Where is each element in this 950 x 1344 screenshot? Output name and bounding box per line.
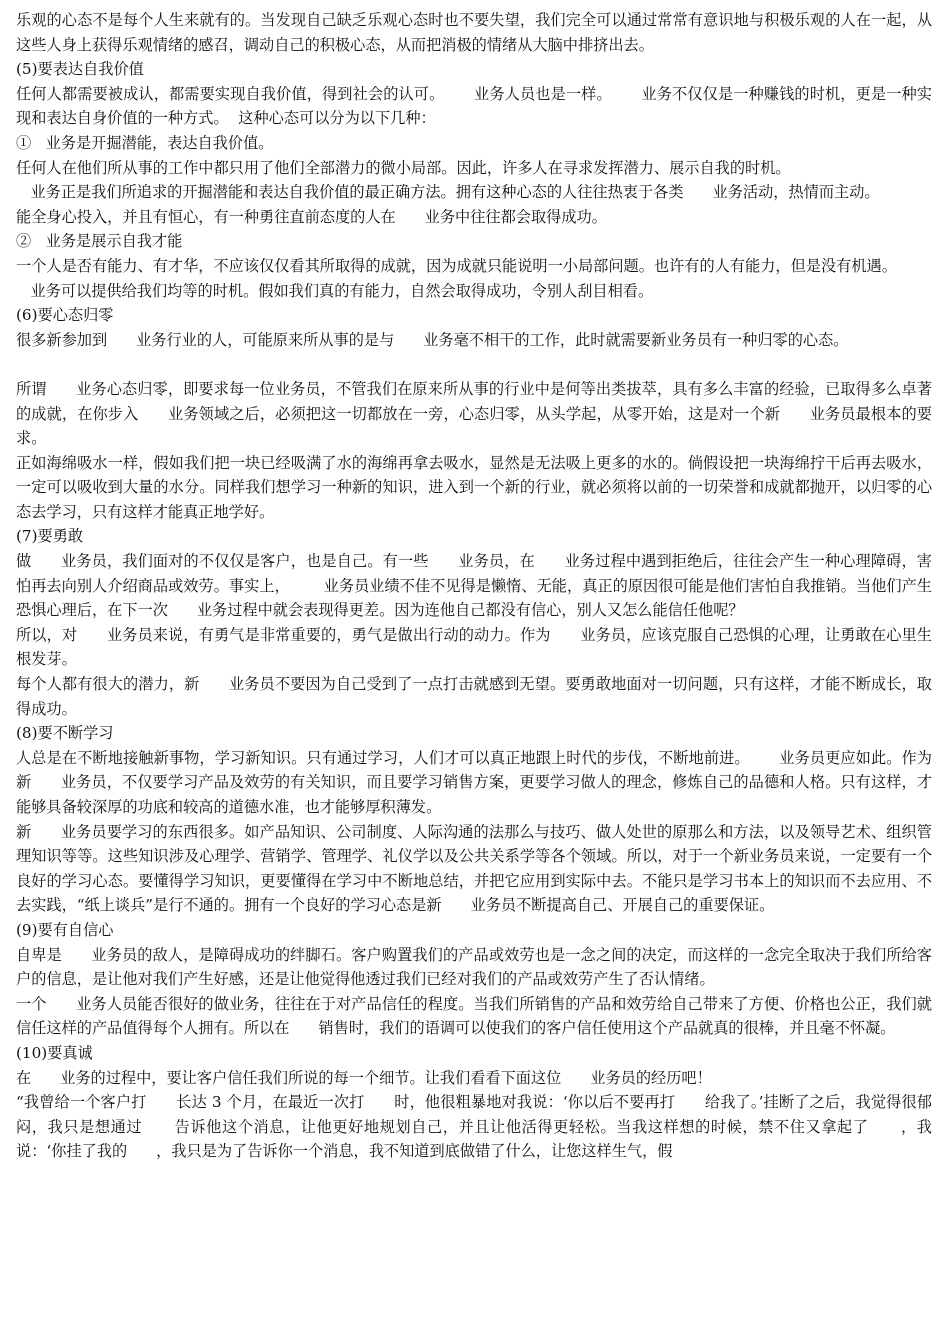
section-heading: (6)要心态归零: [16, 306, 114, 325]
paragraph: 一个 业务人员能否很好的做业务，往往在于对产品信任的程度。当我们所销售的产品和效劳给自己带来了方便、价格也公正，我们就信任这样的产品值得每个人拥有。所以在 销售时，我们的语调可以使我们的客户信任使用这个产品就真的很棒，并且毫不怀凝。: [16, 994, 932, 1038]
paragraph: 所以，对 业务员来说，有勇气是非常重要的，勇气是做出行动的动力。作为 业务员，应该克服自己恐惧的心理，让勇敢在心里生根发芽。: [16, 625, 932, 669]
paragraph: 能全身心投入，并且有恒心，有一种勇往直前态度的人在 业务中往往都会取得成功。: [16, 207, 607, 226]
section-heading: (9)要有自信心: [16, 920, 114, 939]
paragraph: 任何人都需要被成认，都需要实现自我价值，得到社会的认可。 业务人员也是一样。 业务不仅仅是一种赚钱的时机，更是一种实现和表达自身价值的一种方式。 这种心态可以分为以下几种：: [16, 84, 932, 128]
paragraph: 乐观的心态不是每个人生来就有的。当发现自己缺乏乐观心态时也不要失望，我们完全可以通过常常有意识地与积极乐观的人在一起，从这些人身上获得乐观情绪的感召，调动自己的积极心态，从而把消极的情绪从大脑中排挤出去。: [16, 11, 932, 54]
document-page: [16, 8, 932, 1164]
section-heading: (7)要勇敢: [16, 527, 84, 546]
paragraph: 自卑是 业务员的敌人，是障碍成功的绊脚石。客户购置我们的产品或效劳也是一念之间的决定，而这样的一念完全取决于我们所给客户的信息，是让他对我们产生好感，还是让他觉得他透过我们已经对我们的产品或效劳产生了否认情绪。: [16, 945, 932, 989]
paragraph: 业务可以提供给我们均等的时机。假如我们真的有能力，自然会取得成功，令别人刮目相看。: [16, 281, 654, 300]
paragraph: 一个人是否有能力、有才华，不应该仅仅看其所取得的成就，因为成就只能说明一小局部问题。也许有的人有能力，但是没有机遇。: [16, 256, 897, 275]
paragraph: 做 业务员，我们面对的不仅仅是客户，也是自己。有一些 业务员，在 业务过程中遇到拒绝后，往往会产生一种心理障碍，害怕再去向别人介绍商品或效劳。事实上， 业务员业绩不佳不见得是懒惰、无能，真正的原因很可能是他们害怕自我推销。当他们产生恐惧心理后，在下一次 业务过程中就会表现得更差。因为连他自己都没有信心，别人又怎么能信任他呢？: [16, 552, 932, 620]
paragraph: 正如海绵吸水一样，假如我们把一块已经吸满了水的海绵再拿去吸水，显然是无法吸上更多的水的。倘假设把一块海绵拧干后再去吸水，一定可以吸收到大量的水分。同样我们想学习一种新的知识，进入到一个新的行业，就必须将以前的一切荣誉和成就都抛开，以归零的心态去学习，只有这样才能真正地学好。: [16, 453, 932, 521]
paragraph: ② 业务是展示自我才能: [16, 232, 183, 251]
blank-line: [16, 352, 932, 377]
paragraph: ① 业务是开掘潜能，表达自我价值。: [16, 133, 274, 152]
paragraph: 业务正是我们所追求的开掘潜能和表达自我价值的最正确方法。拥有这种心态的人往往热衷于各类 业务活动，热情而主动。: [16, 183, 880, 202]
paragraph: 所谓 业务心态归零，即要求每一位业务员，不管我们在原来所从事的行业中是何等出类拔萃，具有多么丰富的经验，已取得多么卓著的成就，在你步入 业务领域之后，必须把这一切都放在一旁，心态归零，从头学起，从零开始，这是对一个新 业务员最根本的要求。: [16, 379, 932, 448]
paragraph: 每个人都有很大的潜力，新 业务员不要因为自己受到了一点打击就感到无望。要勇敢地面对一切问题，只有这样，才能不断成长，取得成功。: [16, 675, 932, 718]
section-heading: (5)要表达自我价值: [16, 60, 144, 79]
paragraph: 人总是在不断地接触新事物，学习新知识。只有通过学习，人们才可以真正地跟上时代的步伐，不断地前进。 业务员更应如此。作为新 业务员，不仅要学习产品及效劳的有关知识，而且要学习销售方案，更要学习做人的理念，修炼自己的品德和人格。只有这样，才能够具备较深厚的功底和较高的道德水准，也才能够厚积薄发。: [16, 748, 932, 816]
paragraph: 在 业务的过程中，要让客户信任我们所说的每一个细节。让我们看看下面这位 业务员的经历吧！: [16, 1068, 712, 1087]
section-heading: (8)要不断学习: [16, 724, 114, 743]
paragraph: 新 业务员要学习的东西很多。如产品知识、公司制度、人际沟通的法那么与技巧、做人处世的原那么和方法，以及领导艺术、组织管理知识等等。这些知识涉及心理学、营销学、管理学、礼仪学以及公共关系学等各个领域。所以，对于一个新业务员来说，一定要有一个良好的学习心态。要懂得学习知识，更要懂得在学习中不断地总结，并把它应用到实际中去。不能只是学习书本上的知识而不去应用、不去实践，“纸上谈兵”是行不通的。拥有一个良好的学习心态是新 业务员不断提高自己、开展自己的重要保证。: [16, 822, 932, 915]
paragraph: 任何人在他们所从事的工作中都只用了他们全部潜力的微小局部。因此，许多人在寻求发挥潜力、展示自我的时机。: [16, 158, 791, 177]
section-heading: (10)要真诚: [16, 1043, 93, 1062]
paragraph: 很多新参加到 业务行业的人，可能原来所从事的是与 业务毫不相干的工作，此时就需要新业务员有一种归零的心态。: [16, 330, 849, 349]
paragraph: “我曾给一个客户打 长达 3 个月，在最近一次打 时，他很粗暴地对我说：‘你以后不要再打 给我了。’挂断了之后，我觉得很郁闷，我只是想通过 告诉他这个消息，让他更好地规划自己，并且让他活得更轻松。当我这样想的时候，禁不住又拿起了 ，我说：‘你挂了我的 ，我只是为了告诉你一个消息，我不知道到底做错了什么，让您这样生气，假: [16, 1093, 932, 1161]
